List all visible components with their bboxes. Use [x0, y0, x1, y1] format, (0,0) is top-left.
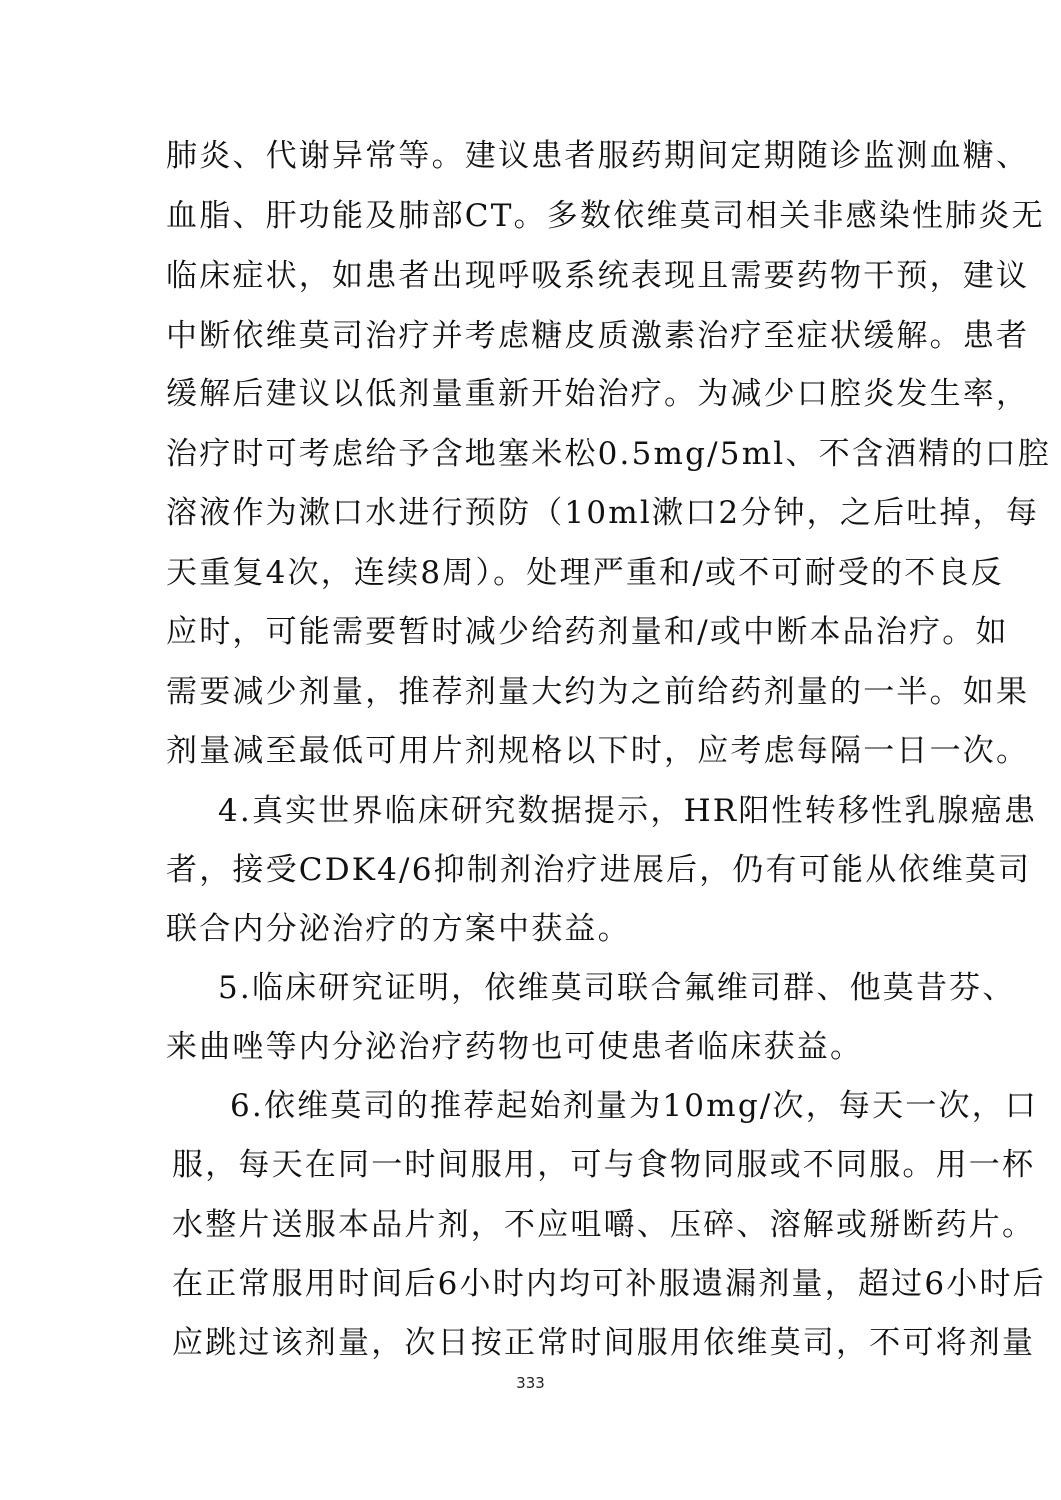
page-number: 333: [516, 1374, 545, 1392]
text-line: 肺炎、代谢异常等。建议患者服药期间定期随诊监测血糖、: [166, 138, 1030, 174]
text-line: 5.临床研究证明，依维莫司联合氟维司群、他莫昔芬、: [218, 970, 1016, 1006]
text-line: 4.真实世界临床研究数据提示，HR阳性转移性乳腺癌患: [218, 793, 1038, 829]
text-line: 服，每天在同一时间服用，可与食物同服或不同服。用一杯: [172, 1147, 1036, 1183]
text-line: 剂量减至最低可用片剂规格以下时，应考虑每隔一日一次。: [166, 733, 1030, 769]
text-line: 需要减少剂量，推荐剂量大约为之前给药剂量的一半。如果: [166, 674, 1030, 710]
text-line: 治疗时可考虑给予含地塞米松0.5mg/5ml、不含酒精的口腔: [166, 436, 1052, 472]
text-line: 者，接受CDK4/6抑制剂治疗进展后，仍有可能从依维莫司: [166, 852, 1032, 888]
text-line: 水整片送服本品片剂，不应咀嚼、压碎、溶解或掰断药片。: [172, 1207, 1036, 1243]
text-line: 临床症状，如患者出现呼吸系统表现且需要药物干预，建议: [166, 258, 1030, 294]
text-line: 溶液作为漱口水进行预防（10ml漱口2分钟，之后吐掉，每: [166, 495, 1040, 531]
text-line: 天重复4次，连续8周）。处理严重和/或不可耐受的不良反: [166, 555, 1004, 591]
text-line: 联合内分泌治疗的方案中获益。: [166, 911, 631, 947]
text-line: 应时，可能需要暂时减少给药剂量和/或中断本品治疗。如: [166, 614, 1009, 650]
text-line: 来曲唑等内分泌治疗药物也可使患者临床获益。: [166, 1029, 864, 1065]
text-line: 中断依维莫司治疗并考虑糖皮质激素治疗至症状缓解。患者: [166, 318, 1030, 354]
text-line: 在正常服用时间后6小时内均可补服遗漏剂量，超过6小时后: [172, 1266, 1046, 1302]
text-line: 应跳过该剂量，次日按正常时间服用依维莫司，不可将剂量: [172, 1325, 1036, 1361]
text-line: 缓解后建议以低剂量重新开始治疗。为减少口腔炎发生率，: [166, 376, 1030, 412]
text-line: 6.依维莫司的推荐起始剂量为10mg/次，每天一次，口: [230, 1088, 1039, 1124]
text-line: 血脂、肝功能及肺部CT。多数依维莫司相关非感染性肺炎无: [166, 198, 1045, 234]
